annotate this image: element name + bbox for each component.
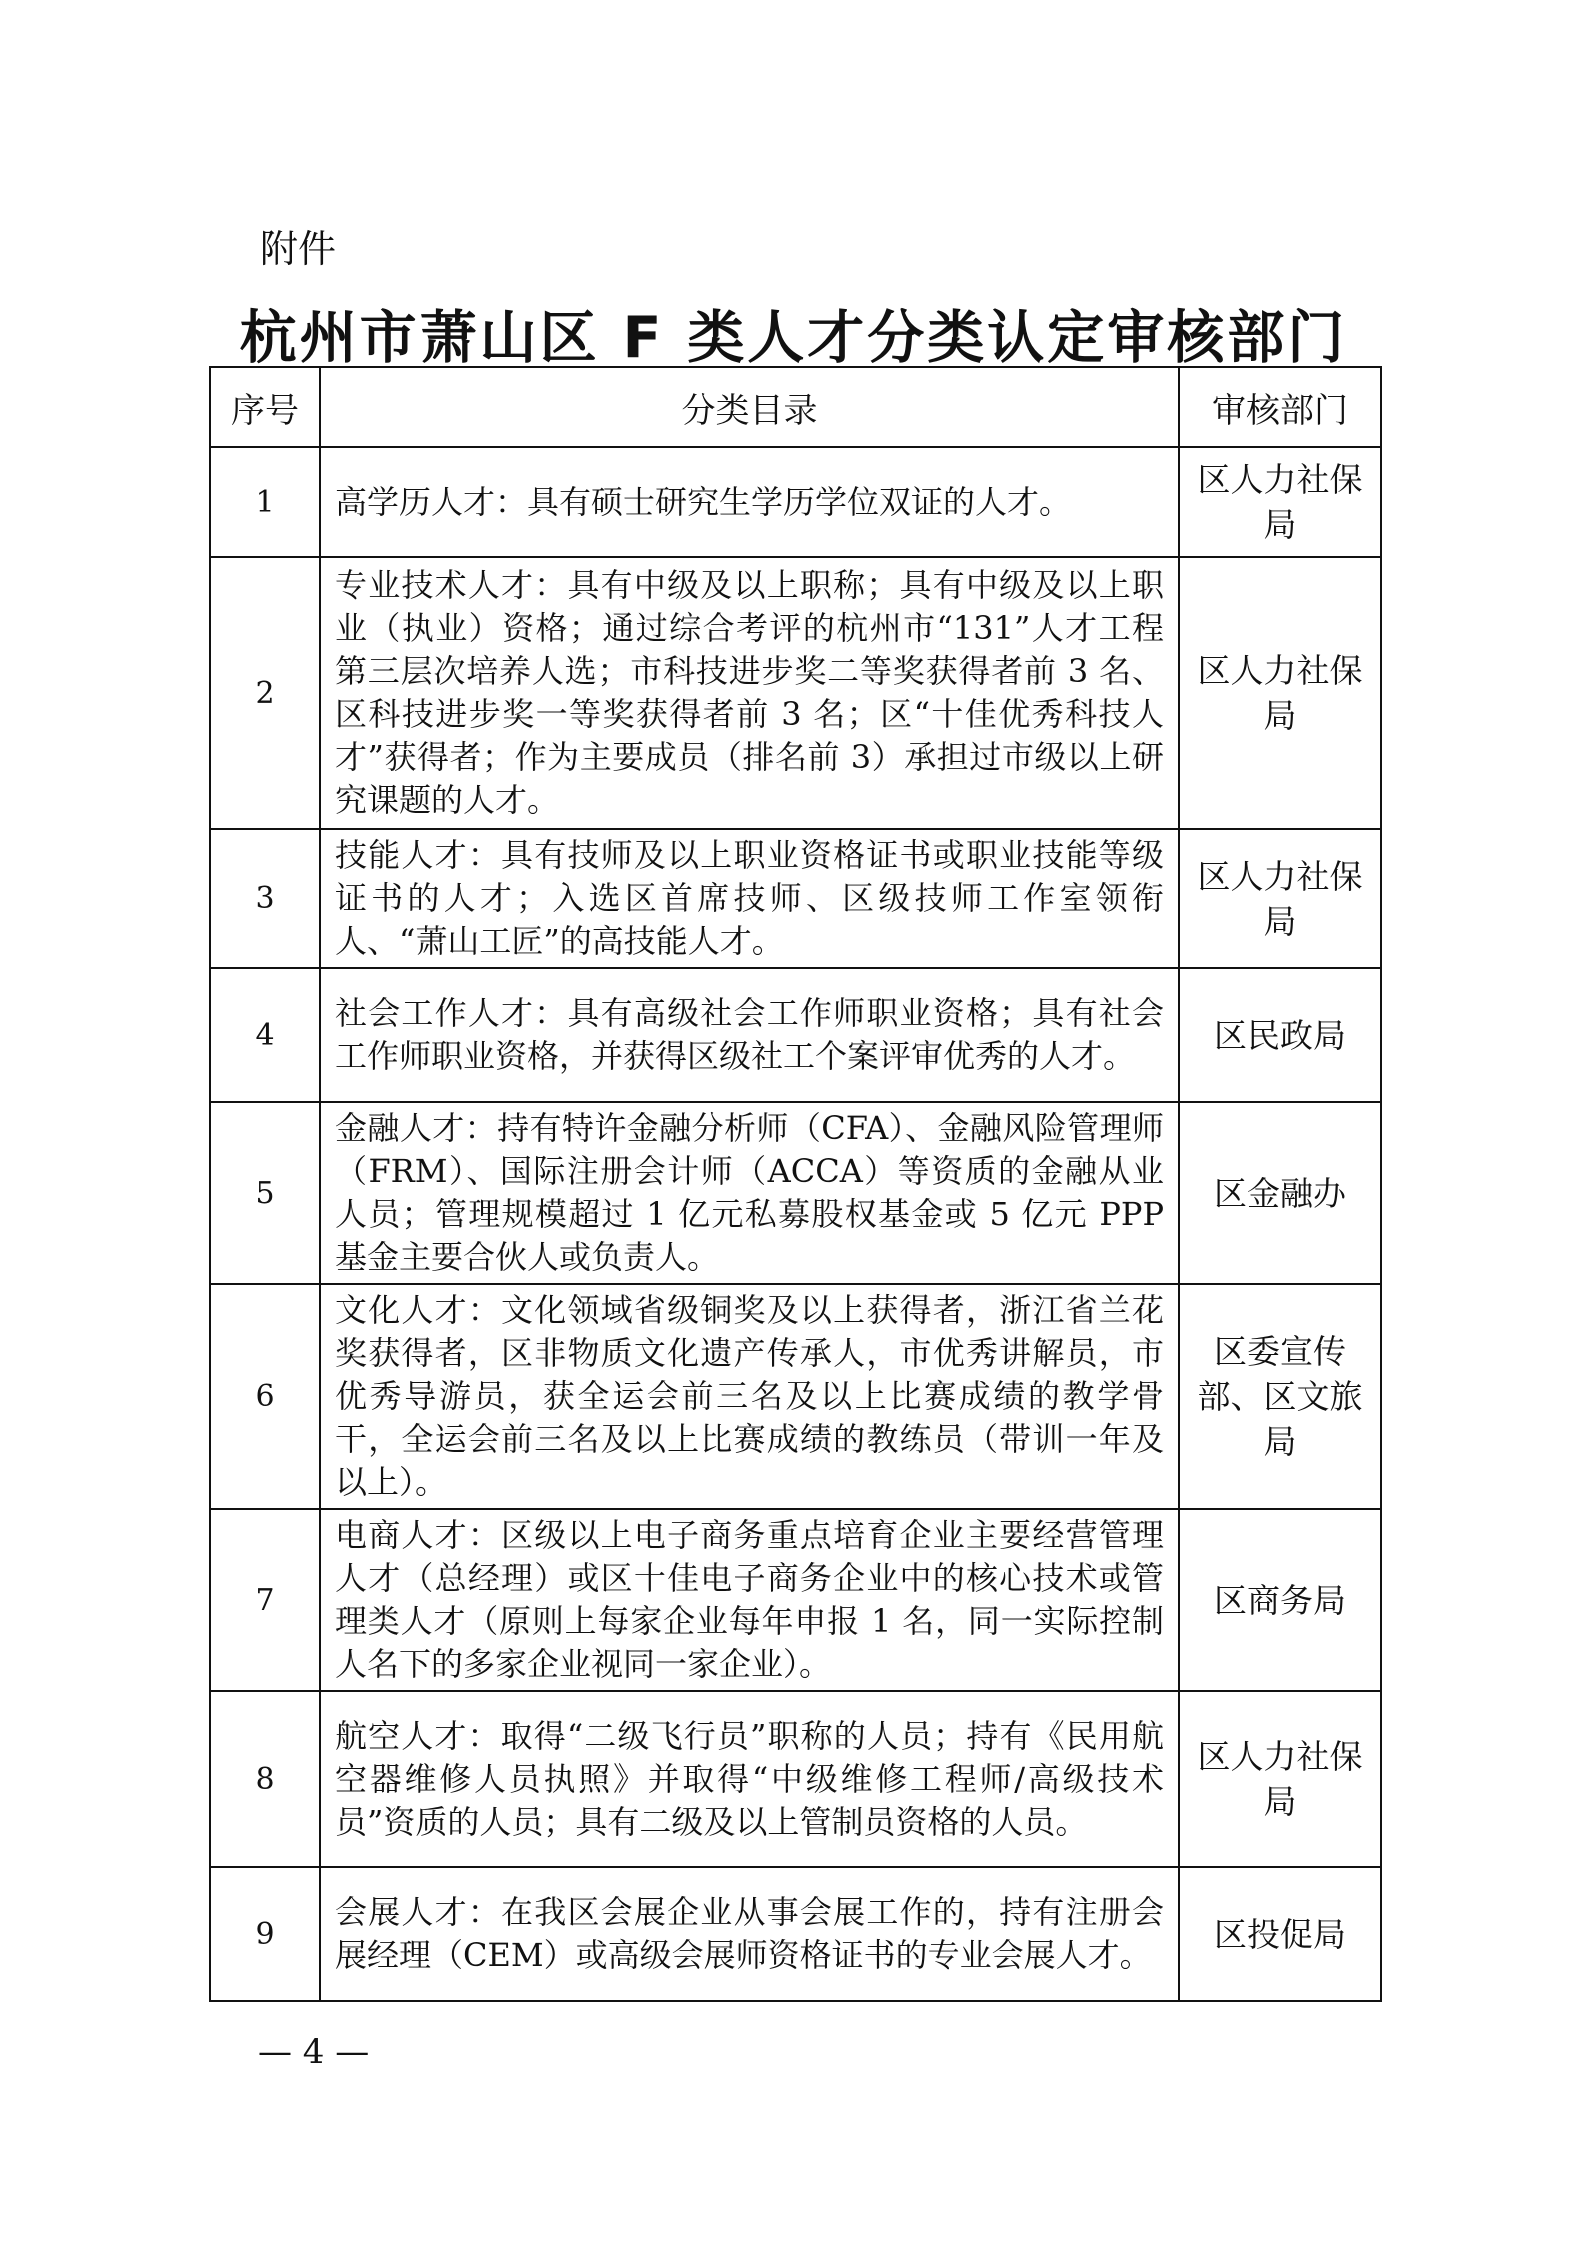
- row-department: 区商务局: [1179, 1509, 1381, 1691]
- table-row: [210, 968, 1381, 1102]
- row-department: 区金融办: [1179, 1102, 1381, 1284]
- row-category: 文化人才：文化领域省级铜奖及以上获得者，浙江省兰花奖获得者，区非物质文化遗产传承人，市优秀讲解员，市优秀导游员，获全运会前三名及以上比赛成绩的教学骨干，全运会前三名及以上比赛成绩的教练员（带训一年及以上）。: [320, 1284, 1179, 1509]
- page-number: — 4 —: [258, 2032, 370, 2072]
- table-row: [210, 1691, 1381, 1867]
- row-index: 9: [210, 1867, 320, 2001]
- row-department: 区投促局: [1179, 1867, 1381, 2001]
- table-row: [210, 1509, 1381, 1691]
- row-department: 区民政局: [1179, 968, 1381, 1102]
- row-index: 1: [210, 447, 320, 557]
- row-index: 2: [210, 557, 320, 829]
- row-index: 5: [210, 1102, 320, 1284]
- row-index: 8: [210, 1691, 320, 1867]
- table-header-row: [210, 367, 1381, 447]
- row-category: 社会工作人才：具有高级社会工作师职业资格；具有社会工作师职业资格，并获得区级社工个案评审优秀的人才。: [320, 968, 1179, 1102]
- row-category: 高学历人才：具有硕士研究生学历学位双证的人才。: [320, 447, 1179, 557]
- row-index: 4: [210, 968, 320, 1102]
- row-category: 电商人才：区级以上电子商务重点培育企业主要经营管理人才（总经理）或区十佳电子商务企业中的核心技术或管理类人才（原则上每家企业每年申报 1 名，同一实际控制人名下的多家企业视同一家企业）。: [320, 1509, 1179, 1691]
- row-department: 区人力社保局: [1179, 1691, 1381, 1867]
- audit-department-table: [209, 366, 1382, 2002]
- header-department: 审核部门: [1179, 367, 1381, 447]
- row-category: 技能人才：具有技师及以上职业资格证书或职业技能等级证书的人才；入选区首席技师、区级技师工作室领衔人、“萧山工匠”的高技能人才。: [320, 829, 1179, 968]
- row-department: 区人力社保局: [1179, 447, 1381, 557]
- attachment-label: 附件: [260, 227, 337, 271]
- row-index: 3: [210, 829, 320, 968]
- table-row: [210, 557, 1381, 829]
- row-index: 7: [210, 1509, 320, 1691]
- row-category: 航空人才：取得“二级飞行员”职称的人员；持有《民用航空器维修人员执照》并取得“中级维修工程师/高级技术员”资质的人员；具有二级及以上管制员资格的人员。: [320, 1691, 1179, 1867]
- row-department: 区人力社保局: [1179, 557, 1381, 829]
- row-department: 区人力社保局: [1179, 829, 1381, 968]
- table-row: [210, 1867, 1381, 2001]
- row-category: 金融人才：持有特许金融分析师（CFA）、金融风险管理师（FRM）、国际注册会计师（ACCA）等资质的金融从业人员；管理规模超过 1 亿元私募股权基金或 5 亿元 PPP 基金主要合伙人或负责人。: [320, 1102, 1179, 1284]
- page-title: 杭州市萧山区 F 类人才分类认定审核部门: [239, 305, 1348, 371]
- table-row: [210, 1102, 1381, 1284]
- row-category: 专业技术人才：具有中级及以上职称；具有中级及以上职业（执业）资格；通过综合考评的杭州市“131”人才工程第三层次培养人选；市科技进步奖二等奖获得者前 3 名、区科技进步奖一等奖获得者前 3 名；区“十佳优秀科技人才”获得者；作为主要成员（排名前 3）承担过市级以上研究课题的人才。: [320, 557, 1179, 829]
- row-category: 会展人才：在我区会展企业从事会展工作的，持有注册会展经理（CEM）或高级会展师资格证书的专业会展人才。: [320, 1867, 1179, 2001]
- table-row: [210, 829, 1381, 968]
- table-row: [210, 447, 1381, 557]
- header-category: 分类目录: [320, 367, 1179, 447]
- row-index: 6: [210, 1284, 320, 1509]
- row-department: 区委宣传部、区文旅局: [1179, 1284, 1381, 1509]
- header-index: 序号: [210, 367, 320, 447]
- table-row: [210, 1284, 1381, 1509]
